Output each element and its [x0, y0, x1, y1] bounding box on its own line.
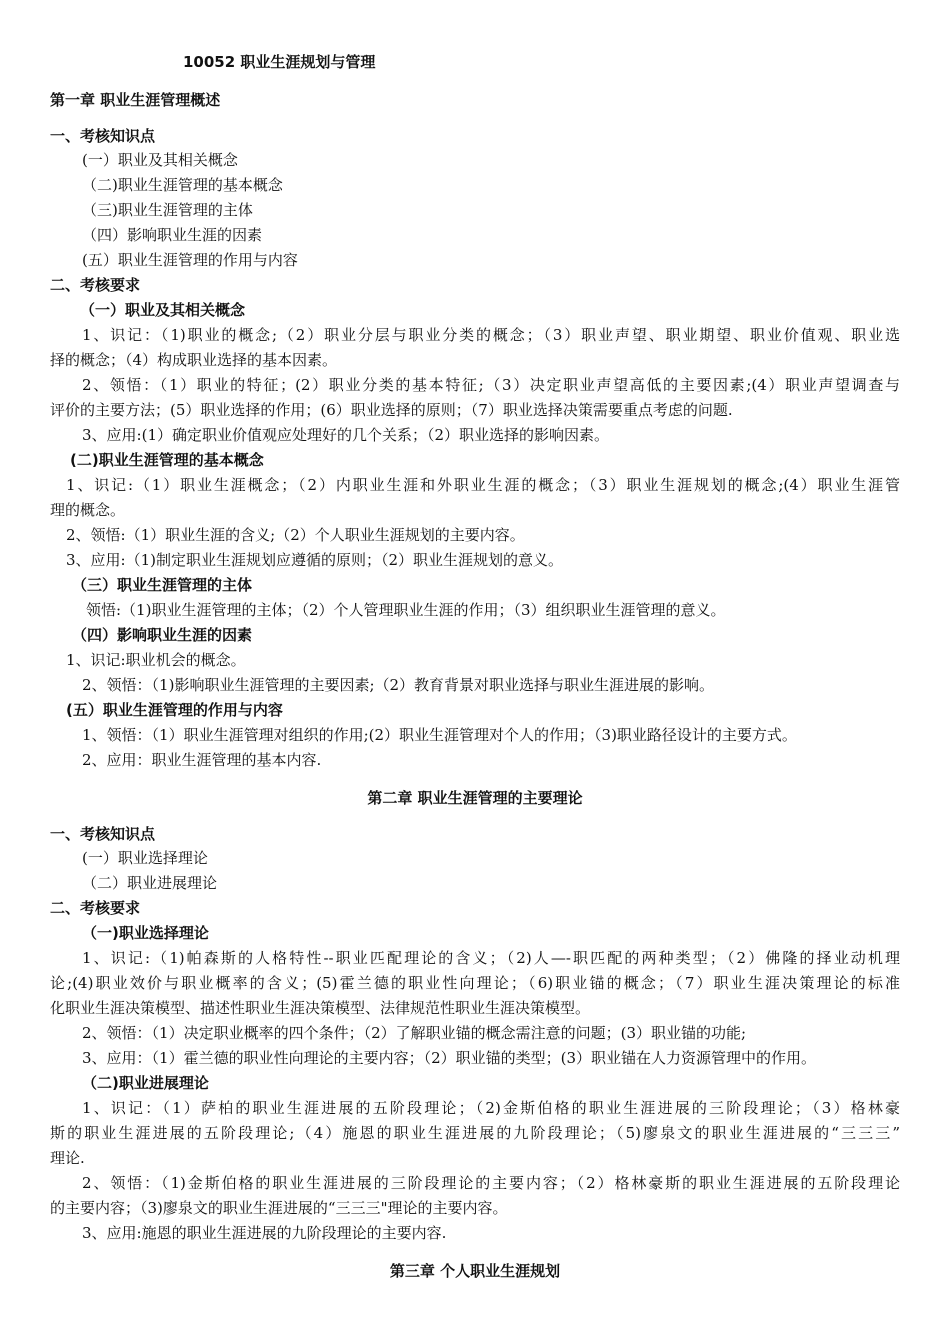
requirement-line: 1、识记：（1）萨柏的职业生涯进展的五阶段理论；（2)金斯伯格的职业生涯进展的三阶段理论；（3）格林豪: [82, 1099, 900, 1117]
requirement-line: 理论.: [50, 1149, 85, 1167]
requirement-line: 3、应用:（1)制定职业生涯规划应遵循的原则；（2）职业生涯规划的意义。: [66, 551, 564, 569]
requirement-line: 3、应用：（1）霍兰德的职业性向理论的主要内容；（2）职业锚的类型；(3）职业锚在人力资源管理中的作用。: [82, 1049, 817, 1067]
requirement-line: 领悟:（1)职业生涯管理的主体；（2）个人管理职业生涯的作用；（3）组织职业生涯管理的意义。: [86, 601, 726, 619]
requirement-line: 评价的主要方法；(5）职业选择的作用；(6）职业选择的原则；（7）职业选择决策需要重点考虑的问题.: [50, 401, 733, 419]
ch2-knowledge-item: （二）职业进展理论: [82, 874, 218, 892]
ch1-section-title: （一）职业及其相关概念: [80, 301, 246, 319]
ch2-section-title: （二)职业进展理论: [82, 1074, 209, 1092]
ch1-section-title: (二)职业生涯管理的基本概念: [70, 451, 264, 469]
requirement-line: 理的概念。: [50, 501, 126, 519]
ch2-section-title: （一)职业选择理论: [82, 924, 209, 942]
ch2-knowledge-heading: 一、考核知识点: [50, 825, 156, 843]
requirement-line: 3、应用:施恩的职业生涯进展的九阶段理论的主要内容.: [82, 1224, 447, 1242]
requirement-line: 2、领悟：（1）决定职业概率的四个条件；（2）了解职业锚的概念需注意的问题；(3）职业锚的功能;: [82, 1024, 747, 1042]
ch1-section-title: （三）职业生涯管理的主体: [72, 576, 253, 594]
requirement-line: 斯的职业生涯进展的五阶段理论;（4）施恩的职业生涯进展的九阶段理论；（5)廖泉文的职业生涯进展的“三三三”: [50, 1124, 900, 1142]
ch2-requirements-heading: 二、考核要求: [50, 899, 141, 917]
requirement-line: 2、领悟：（1）职业的特征；(2）职业分类的基本特征;（3）决定职业声望高低的主要因素;(4）职业声望调查与: [82, 376, 900, 394]
ch1-knowledge-item: （四）影响职业生涯的因素: [82, 226, 263, 244]
ch1-requirements-heading: 二、考核要求: [50, 276, 141, 294]
requirement-line: 1、识记：（1)职业的概念;（2）职业分层与职业分类的概念；（3）职业声望、职业期望、职业价值观、职业选: [82, 326, 900, 344]
requirement-line: 1、领悟：（1）职业生涯管理对组织的作用;(2）职业生涯管理对个人的作用；（3)职业路径设计的主要方式。: [82, 726, 797, 744]
ch1-section-title: （四）影响职业生涯的因素: [72, 626, 253, 644]
requirement-line: 化职业生涯决策模型、描述性职业生涯决策模型、法律规范性职业生涯决策模型。: [50, 999, 591, 1017]
ch1-knowledge-item: (五）职业生涯管理的作用与内容: [82, 251, 298, 269]
requirement-line: 2、应用：职业生涯管理的基本内容.: [82, 751, 322, 769]
requirement-line: 的主要内容；（3)廖泉文的职业生涯进展的“三三三"理论的主要内容。: [50, 1199, 508, 1217]
ch1-knowledge-heading: 一、考核知识点: [50, 127, 156, 145]
chapter-1-heading: 第一章 职业生涯管理概述: [50, 91, 221, 109]
requirement-line: 3、应用:(1）确定职业价值观应处理好的几个关系；（2）职业选择的影响因素。: [82, 426, 610, 444]
requirement-line: 论;(4)职业效价与职业概率的含义；(5)霍兰德的职业性向理论；（6)职业锚的概念；（7）职业生涯决策理论的标准: [50, 974, 900, 992]
requirement-line: 2、领悟：（1)影响职业生涯管理的主要因素;（2）教育背景对职业选择与职业生涯进展的影响。: [82, 676, 715, 694]
ch1-knowledge-item: （二)职业生涯管理的基本概念: [82, 176, 283, 194]
ch1-knowledge-item: （三)职业生涯管理的主体: [82, 201, 253, 219]
requirement-line: 2、领悟：（1)金斯伯格的职业生涯进展的三阶段理论的主要内容；（2）格林豪斯的职业生涯进展的五阶段理论: [82, 1174, 900, 1192]
ch2-knowledge-item: (一）职业选择理论: [82, 849, 208, 867]
document-title: 10052 职业生涯规划与管理: [183, 53, 376, 71]
ch1-knowledge-item: (一）职业及其相关概念: [82, 151, 238, 169]
chapter-3-heading: 第三章 个人职业生涯规划: [389, 1262, 561, 1280]
ch1-section-title: (五）职业生涯管理的作用与内容: [66, 701, 283, 719]
requirement-line: 2、领悟:（1）职业生涯的含义;（2）个人职业生涯规划的主要内容。: [66, 526, 525, 544]
chapter-2-heading: 第二章 职业生涯管理的主要理论: [367, 789, 583, 807]
requirement-line: 择的概念；（4）构成职业选择的基本因素。: [50, 351, 338, 369]
requirement-line: 1、识记:职业机会的概念。: [66, 651, 246, 669]
requirement-line: 1、识记:（1)帕森斯的人格特性--职业匹配理论的含义；（2)人—-职匹配的两种类型；（2）佛隆的择业动机理: [82, 949, 900, 967]
requirement-line: 1、识记:（1）职业生涯概念；（2）内职业生涯和外职业生涯的概念；（3）职业生涯规划的概念;(4）职业生涯管: [66, 476, 900, 494]
